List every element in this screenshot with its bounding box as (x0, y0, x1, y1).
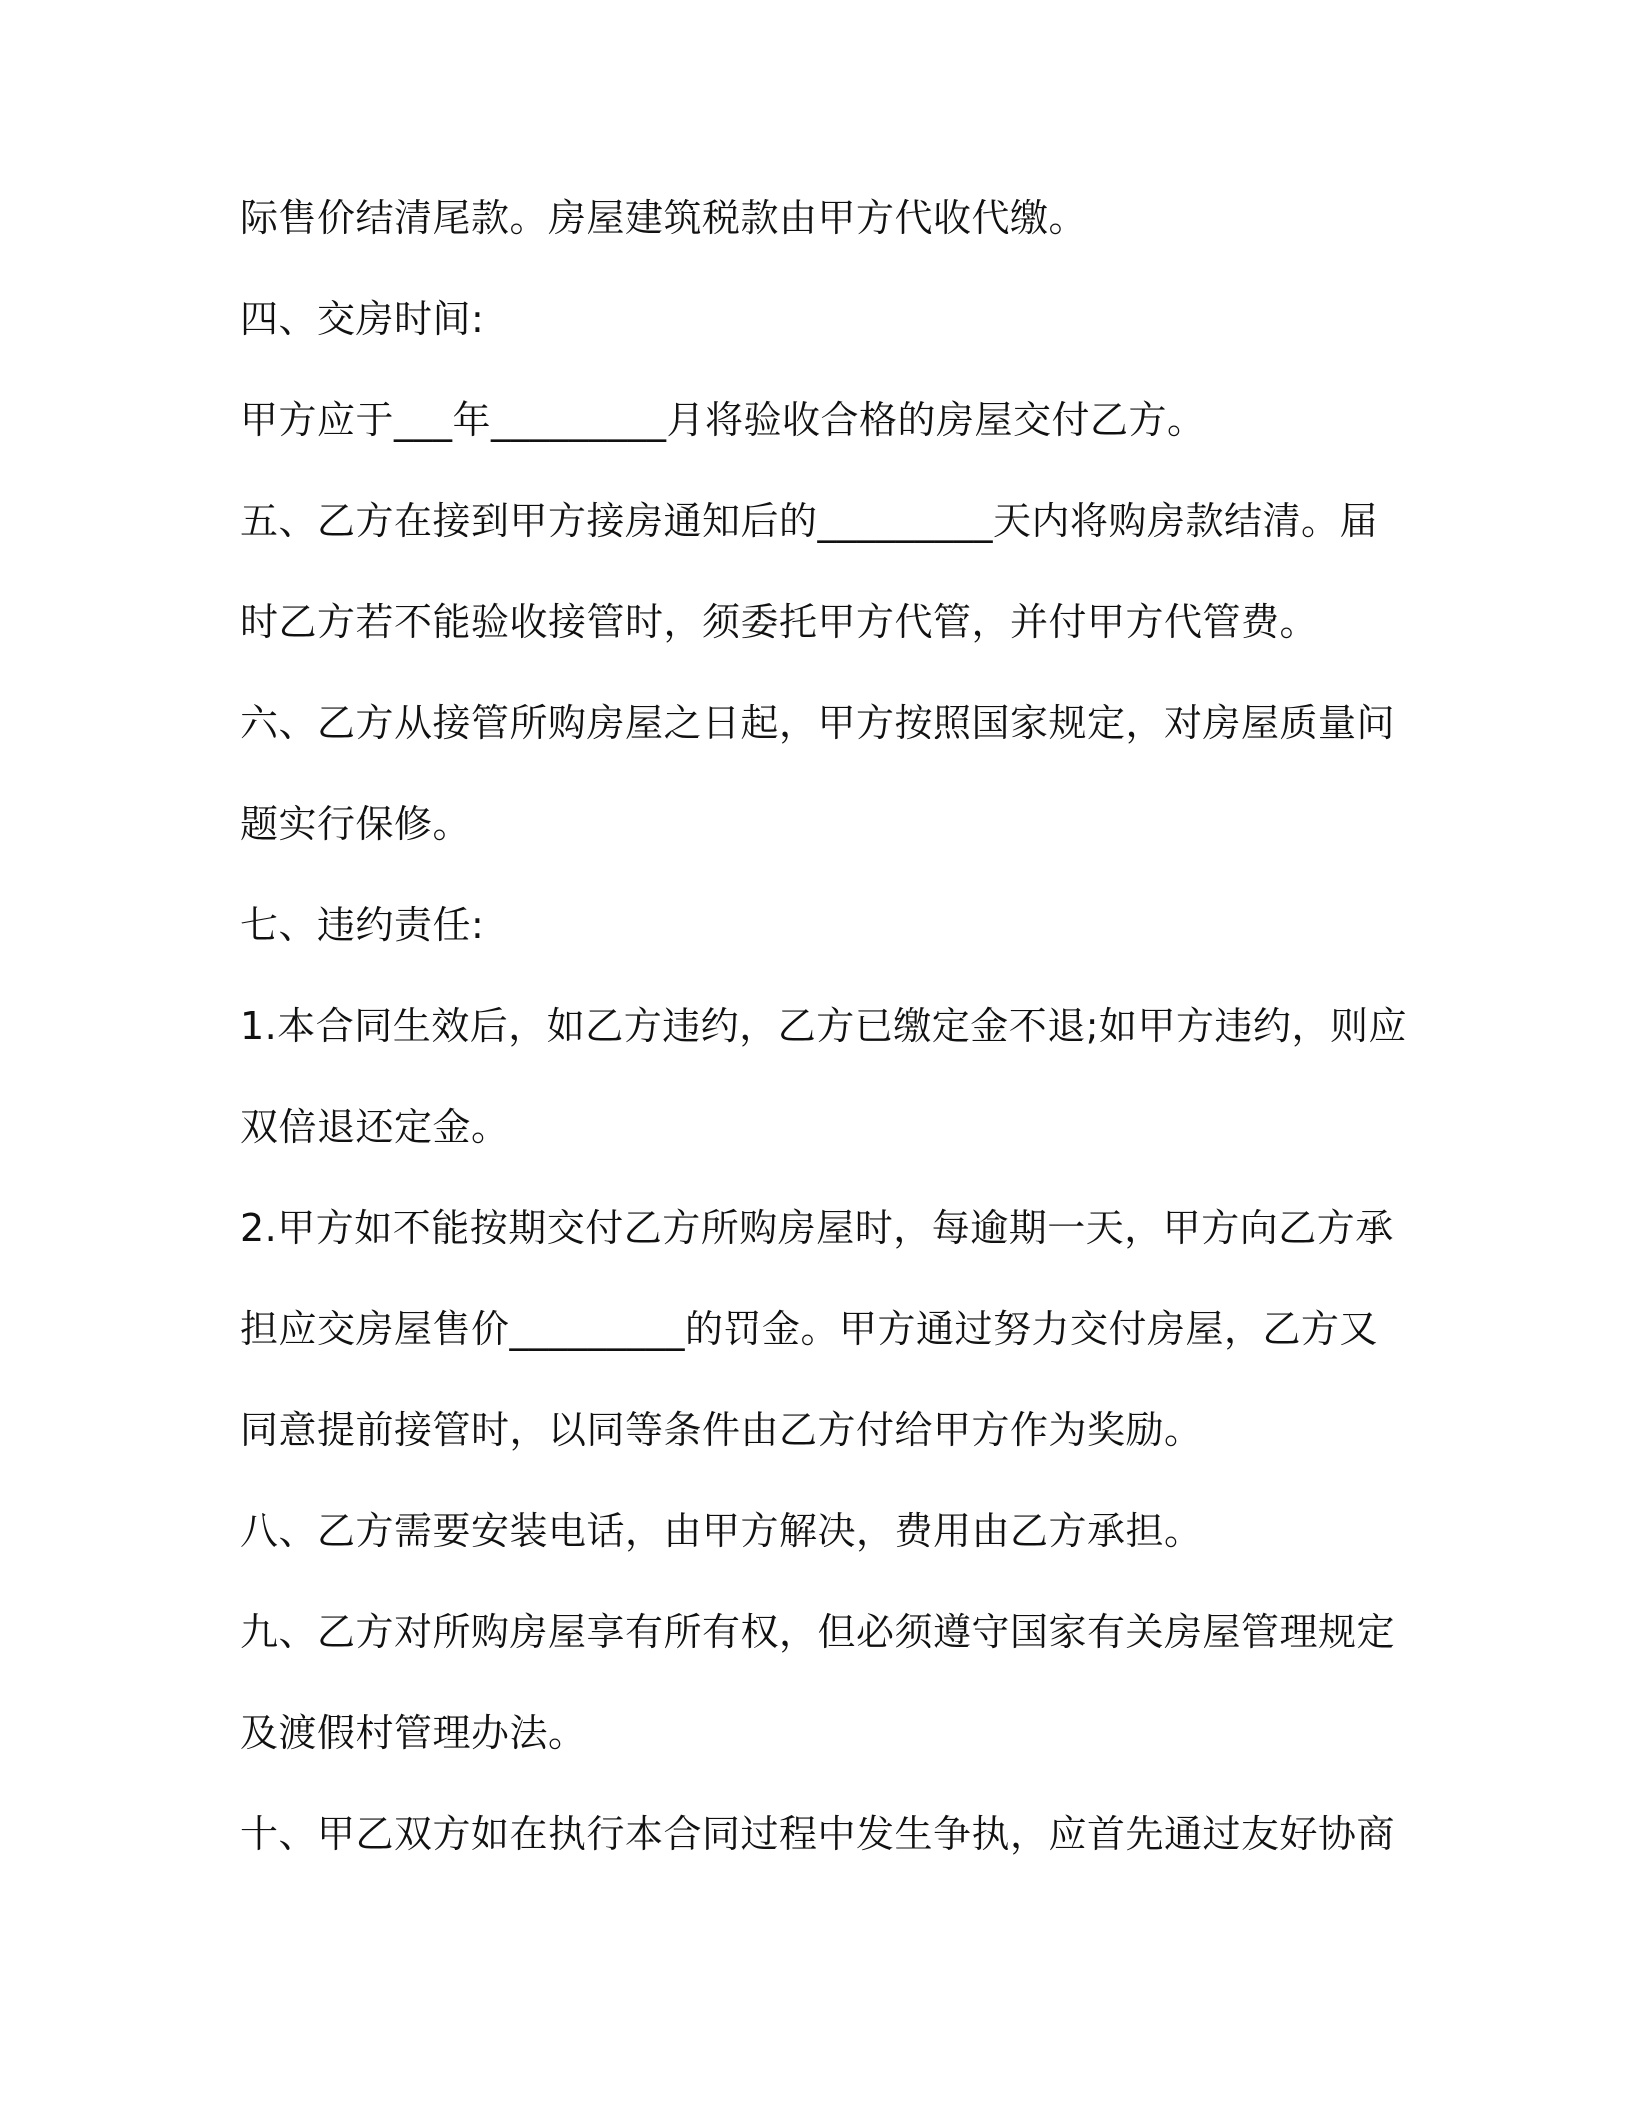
text-line: 双倍退还定金。 (240, 1105, 510, 1149)
text-line: 题实行保修。 (240, 802, 472, 846)
document-body (240, 188, 1408, 1905)
text-line: 际售价结清尾款。房屋建筑税款由甲方代收代缴。 (240, 196, 1088, 240)
section-heading: 四、交房时间: (240, 297, 485, 341)
text-line: 时乙方若不能验收接管时，须委托甲方代管，并付甲方代管费。 (240, 600, 1319, 644)
text-line: 甲方应于___年_________月将验收合格的房屋交付乙方。 (240, 398, 1206, 442)
text-line: 及渡假村管理办法。 (240, 1711, 587, 1755)
text-line: 五、乙方在接到甲方接房通知后的_________天内将购房款结清。届 (240, 499, 1379, 543)
text-line: 2.甲方如不能按期交付乙方所购房屋时，每逾期一天，甲方向乙方承 (240, 1206, 1394, 1250)
text-line: 六、乙方从接管所购房屋之日起，甲方按照国家规定，对房屋质量问 (240, 701, 1396, 745)
text-line: 1.本合同生效后，如乙方违约，乙方已缴定金不退;如甲方违约，则应 (240, 1004, 1408, 1048)
text-line: 九、乙方对所购房屋享有所有权，但必须遵守国家有关房屋管理规定 (240, 1610, 1396, 1654)
text-line: 担应交房屋售价_________的罚金。甲方通过努力交付房屋，乙方又 (240, 1307, 1379, 1351)
text-line: 十、甲乙双方如在执行本合同过程中发生争执，应首先通过友好协商 (240, 1812, 1396, 1856)
section-heading: 七、违约责任: (240, 903, 485, 947)
text-line: 同意提前接管时，以同等条件由乙方付给甲方作为奖励。 (240, 1408, 1203, 1452)
text-line: 八、乙方需要安装电话，由甲方解决，费用由乙方承担。 (240, 1509, 1203, 1553)
